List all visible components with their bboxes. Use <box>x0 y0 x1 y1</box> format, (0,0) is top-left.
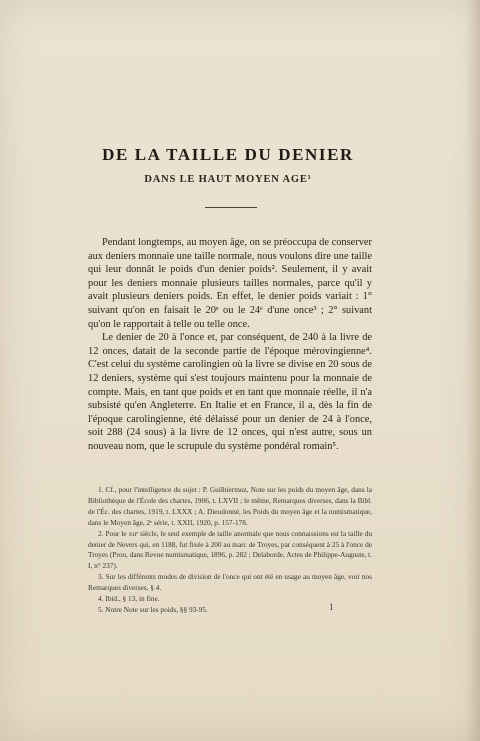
footnote-3: 3. Sur les différents modes de division de l'once qui ont été en usage au moyen âge, voir nos Remarques diverses, § 4. <box>88 572 372 593</box>
page-edge-shadow <box>466 0 480 741</box>
title-divider <box>205 207 257 208</box>
paragraph-2: Le denier de 20 à l'once et, par conséquent, de 240 à la livre de 12 onces, datait de la seconde partie de l'époque mérovingienne⁴. C'est celui du système carolingien où la livre se divise en 20 sous de 12 deniers, système qui s'est toujours maintenu pour la monnaie de compte. Mais, en tant que poids et en tant que monnaie réelle, il n'a subsisté qu'en Angleterre. En Italie et en France, il a, dès la fin de l'époque carolingienne, été délaissé pour un denier de 24 à l'once, soit 288 (24 sous) à la livre de 12 onces, qui n'est autre, sous un nouveau nom, que le scrupule du système pondéral romain⁵. <box>88 332 372 452</box>
footnote-5: 5. Notre Note sur les poids, §§ 93-95. <box>98 604 208 614</box>
footnotes <box>88 485 372 616</box>
article-title: DE LA TAILLE DU DENIER <box>102 145 354 164</box>
paragraph-1: Pendant longtemps, au moyen âge, on se préoccupa de conserver aux deniers monnaie une taille normale, nous voulons dire une taille qui leur donnât le poids d'un denier poids². Seulement, il y avait pour les deniers monnaie plusieurs tailles normales, parce qu'il y avait plusieurs deniers poids. En effet, le denier poids variait : 1° suivant qu'on en faisait le 20ᵉ ou le 24ᵉ d'une once³ ; 2° suivant qu'on le rapportait à telle ou telle once. <box>88 237 372 330</box>
article-subtitle: DANS LE HAUT MOYEN AGE¹ <box>144 174 312 185</box>
body-text <box>88 236 372 454</box>
page-number: 1 <box>329 602 334 612</box>
footnote-2: 2. Pour le xııᵉ siècle, le seul exemple de taille anormale que nous connaissions est la taille du denier de Nevers qui, en 1188, fut fixée à 200 au marc de Troyes, par conséquent à 25 à l'once de Troyes (Prou, dans Revue numismatique, 1896, p. 282 ; Delaborde, Actes de Philippe-Auguste, t. I, n° 237). <box>88 528 372 571</box>
footnote-1: 1. Cf., pour l'intelligence du sujet : P. Guilhiermoz, Note sur les poids du moyen âge, dans la Bibliothèque de l'École des chartes, 1906, t. LXVII ; le même, Remarques diverses, dans la Bibl. de l'Éc. des chartes, 1919, t. LXXX ; A. Dieudonné, les Poids du moyen âge et la numismatique, dans le Moyen âge, 2ᵉ série, t. XXII, 1920, p. 157-178. <box>88 485 372 527</box>
footnote-4: 4. Ibid., § 13, in fine. <box>98 594 160 604</box>
